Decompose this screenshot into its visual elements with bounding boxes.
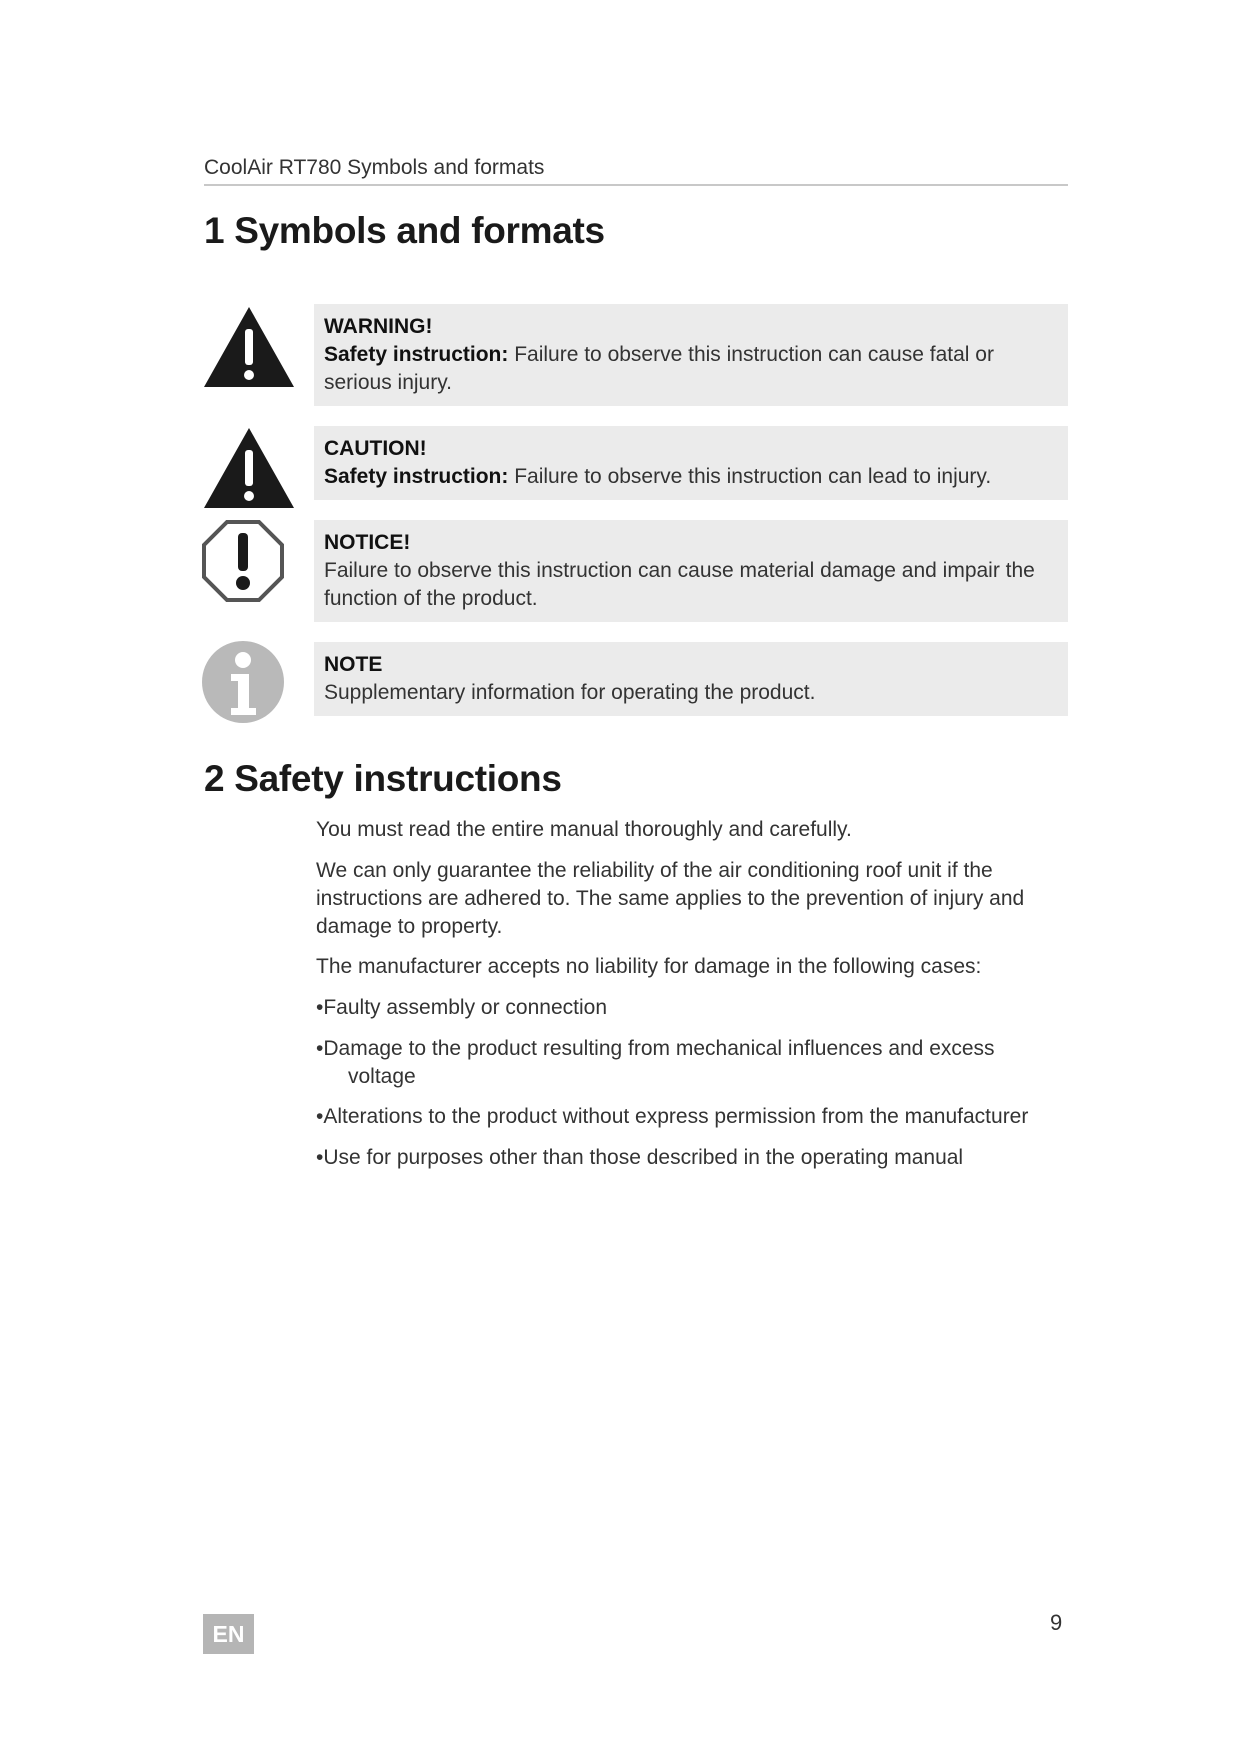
list-item: •Damage to the product resulting from mechanical influences and excess voltage	[316, 1035, 1076, 1091]
language-badge: EN	[203, 1614, 254, 1654]
notice-label: NOTICE!	[324, 531, 411, 554]
list-item: •Alterations to the product without express permission from the manufacturer	[316, 1105, 1029, 1128]
note-box	[314, 642, 1068, 716]
notice-octagon-icon	[201, 519, 285, 603]
caution-lead: Safety instruction:	[324, 465, 509, 488]
warning-box	[314, 304, 1068, 406]
list-item-text-continued: voltage	[348, 1065, 416, 1088]
running-header: CoolAir RT780 Symbols and formats	[204, 156, 1068, 186]
section-2-heading: 2 Safety instructions	[204, 758, 562, 799]
list-item-text: Use for purposes other than those described in the operating manual	[323, 1146, 964, 1169]
info-circle-icon	[201, 640, 285, 724]
paragraph-read-manual: You must read the entire manual thoroughly and carefully.	[316, 818, 852, 841]
page-number: 9	[1050, 1610, 1063, 1635]
paragraph-liability: The manufacturer accepts no liability for damage in the following cases:	[316, 955, 982, 978]
list-item-text: Faulty assembly or connection	[323, 996, 607, 1019]
notice-box	[314, 520, 1068, 622]
caution-label: CAUTION!	[324, 437, 427, 460]
caution-triangle-icon	[202, 426, 296, 510]
list-item-text: Alterations to the product without express permission from the manufacturer	[323, 1105, 1029, 1128]
paragraph-reliability: We can only guarantee the reliability of the air conditioning roof unit if the instructions are adhered to. The same applies to the prevention of injury and damage to property.	[316, 859, 1025, 938]
list-item: •Use for purposes other than those described in the operating manual	[316, 1146, 964, 1169]
warning-label: WARNING!	[324, 315, 433, 338]
caution-text: Failure to observe this instruction can lead to injury.	[508, 465, 992, 488]
warning-text: Failure to observe this instruction can cause fatal or serious injury.	[324, 343, 994, 394]
warning-lead: Safety instruction:	[324, 343, 509, 366]
section-1-heading: 1 Symbols and formats	[204, 210, 605, 251]
note-label: NOTE	[324, 653, 383, 676]
notice-text: Failure to observe this instruction can cause material damage and impair the function of the product.	[324, 559, 1035, 610]
warning-triangle-icon	[202, 305, 296, 389]
list-item: •Faulty assembly or connection	[316, 996, 607, 1019]
list-item-text: Damage to the product resulting from mechanical influences and excess	[323, 1037, 995, 1060]
note-text: Supplementary information for operating the product.	[324, 681, 816, 704]
caution-box	[314, 426, 1068, 500]
